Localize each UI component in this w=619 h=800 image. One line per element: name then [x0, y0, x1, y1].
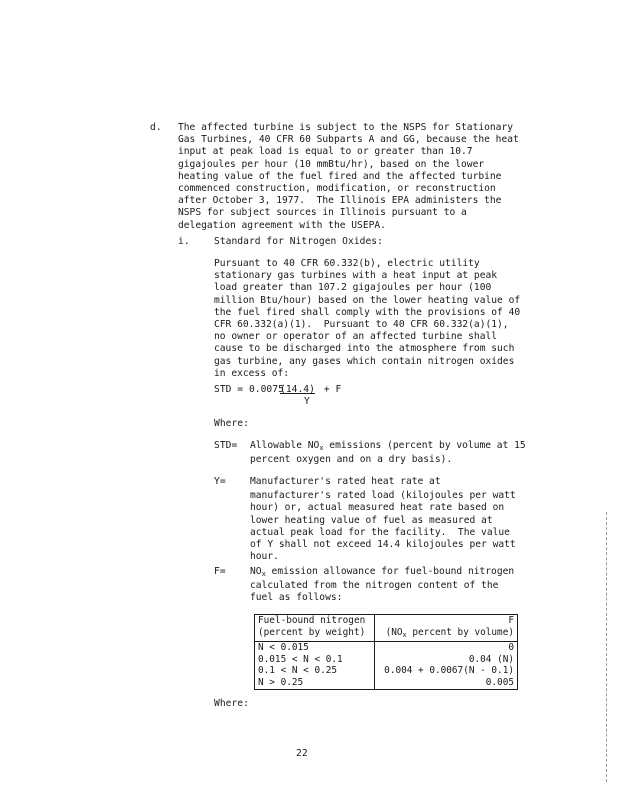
definition-term: Y=: [214, 476, 226, 487]
text-line: load greater than 107.2 gigajoules per hour (100: [214, 282, 492, 294]
text-line: Manufacturer's rated heat rate at: [250, 476, 441, 487]
f-value-cell: 0.005: [485, 676, 514, 688]
definition-text: [250, 476, 516, 563]
text-line: the fuel fired shall comply with the provisions of 40: [214, 306, 521, 318]
text-line: gigajoules per hour (10 mmBtu/hr), based on the lower: [178, 158, 485, 170]
nitrogen-range-cell: N > 0.25: [258, 676, 304, 688]
text-line: The affected turbine is subject to the NSPS for Stationary: [178, 122, 514, 133]
text-line: NSPS for subject sources in Illinois pursuant to a: [178, 207, 467, 219]
f-value-cell: 0.004 + 0.0067(N - 0.1): [384, 665, 514, 677]
nitrogen-range-cell: 0.015 < N < 0.1: [258, 653, 343, 665]
text-line: of Y shall not exceed 14.4 kilojoules per watt: [250, 539, 516, 551]
text-line: in excess of:: [214, 367, 290, 379]
text-line: hour.: [250, 551, 279, 563]
text-line: calculated from the nitrogen content of the: [250, 580, 499, 592]
text-line: actual peak load for the facility. The value: [250, 526, 510, 538]
header-right-line: ($NO_x$ percent by volume): [385, 626, 514, 639]
text-line: no owner or operator of an affected turbine shall: [214, 331, 498, 343]
text-line: gas turbine, any gases which contain nitrogen oxides: [214, 355, 515, 367]
where-label: Where:: [214, 418, 249, 429]
text-line: heating value of the fuel fired and the affected turbine: [178, 170, 502, 182]
text-line: CFR 60.332(a)(1). Pursuant to 40 CFR 60.332(a)(1),: [214, 319, 509, 331]
standard-paragraph: [214, 258, 520, 380]
intro-paragraph: [178, 122, 519, 232]
text-line: delegation agreement with the USEPA.: [178, 219, 386, 231]
text-line: lower heating value of fuel as measured at: [250, 514, 493, 526]
f-value-column: [374, 642, 517, 689]
equation-denominator: Y: [304, 396, 310, 407]
definition-term: F=: [214, 566, 226, 577]
header-f: [374, 615, 517, 642]
header-fuel-nitrogen: [255, 615, 375, 642]
nitrogen-range-cell: 0.1 < N < 0.25: [258, 665, 338, 677]
text-line: fuel as follows:: [250, 592, 343, 604]
text-line: Pursuant to 40 CFR 60.332(b), electric utility: [214, 258, 480, 269]
equation-numerator: (14.4): [280, 384, 315, 395]
text-line: manufacturer's rated load (kilojoules per watt: [250, 490, 516, 502]
text-line: percent oxygen and on a dry basis).: [250, 454, 453, 466]
header-left-line: (percent by weight): [258, 626, 366, 638]
text-line: stationary gas turbines with a heat input at peak: [214, 270, 498, 282]
nitrogen-range-cell: N < 0.015: [258, 642, 309, 654]
text-line: after October 3, 1977. The Illinois EPA administers the: [178, 195, 502, 207]
f-value-cell: 0.04 (N): [468, 653, 514, 665]
table-body-row: [255, 642, 518, 689]
table-header-row: [255, 615, 518, 642]
text-line: commenced construction, modification, or reconstruction: [178, 183, 496, 195]
definition-text: [250, 566, 514, 605]
definition-term: STD=: [214, 440, 238, 451]
equation-rhs: + F: [318, 384, 342, 395]
sub-heading: Standard for Nitrogen Oxides:: [214, 236, 383, 247]
page-number: 22: [296, 748, 308, 759]
text-line: Gas Turbines, 40 CFR 60 Subparts A and GG, because the heat: [178, 134, 519, 146]
header-right-line: F: [508, 615, 514, 626]
equation-lhs: STD = 0.0075: [214, 384, 290, 395]
text-line: $NO_x$ emission allowance for fuel-bound nitrogen: [250, 566, 515, 578]
sub-item-marker: i.: [178, 236, 190, 247]
text-line: hour) or, actual measured heat rate based on: [250, 502, 505, 514]
text-line: Allowable $NO_x$ emissions (percent by volume at 15: [250, 440, 526, 452]
text-line: input at peak load is equal to or greater than 10.7: [178, 146, 473, 158]
f-value-cell: 0: [508, 642, 514, 654]
where-label-2: Where:: [214, 698, 249, 709]
text-line: million Btu/hour) based on the lower heating value of: [214, 294, 521, 306]
page-edge-mark: [606, 512, 607, 782]
text-line: cause to be discharged into the atmosphere from such: [214, 343, 515, 355]
item-marker: d.: [150, 122, 162, 133]
fuel-nitrogen-table: [254, 614, 518, 690]
nitrogen-range-column: [255, 642, 375, 689]
definition-text: [250, 440, 526, 466]
header-left-line: Fuel-bound nitrogen: [258, 615, 366, 626]
